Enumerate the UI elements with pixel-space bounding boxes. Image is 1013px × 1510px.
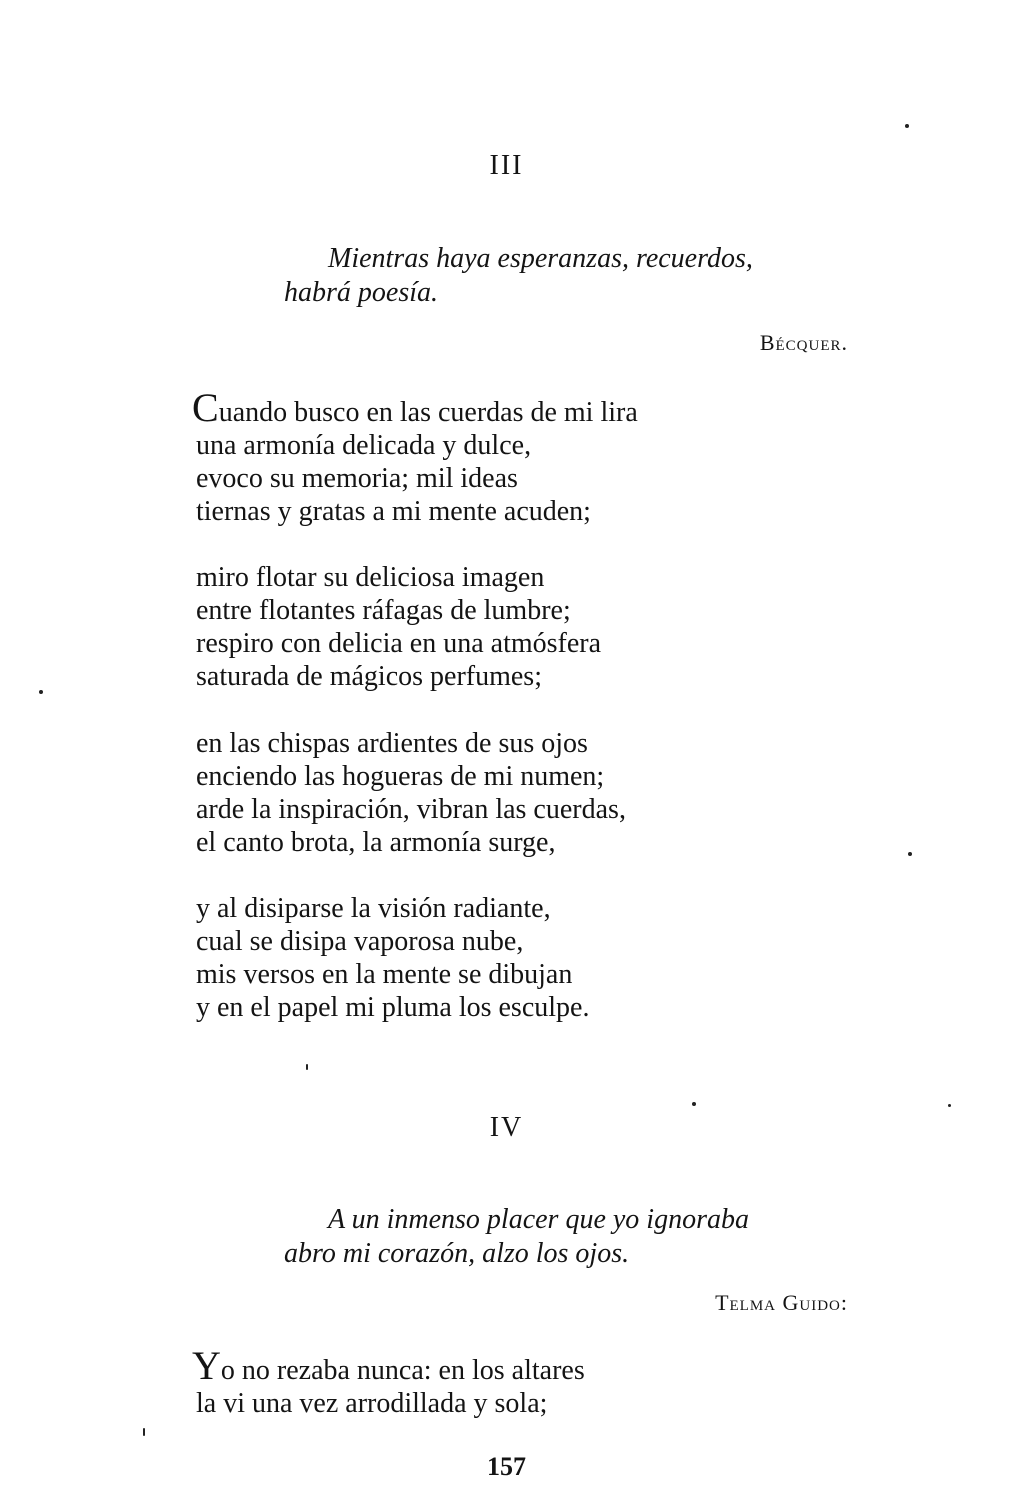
stanza-iv-1 bbox=[192, 1343, 585, 1420]
stanza-iii-2 bbox=[196, 561, 601, 693]
verse-line: una armonía delicada y dulce, bbox=[196, 430, 532, 461]
verse-line: mis versos en la mente se dibujan bbox=[196, 959, 573, 990]
section-title-iv: IV bbox=[489, 1112, 524, 1143]
page-number: 157 bbox=[487, 1452, 526, 1481]
scan-speck bbox=[39, 690, 43, 694]
verse-line: arde la inspiración, vibran las cuerdas, bbox=[196, 794, 626, 825]
verse-line-text: o no rezaba nunca: en los altares bbox=[220, 1355, 585, 1386]
verse-line bbox=[192, 385, 638, 430]
verse-line: respiro con delicia en una atmósfera bbox=[196, 628, 602, 659]
stanza-iii-4 bbox=[196, 892, 589, 1024]
scan-speck bbox=[908, 852, 912, 856]
verse-line: enciendo las hogueras de mi numen; bbox=[196, 761, 605, 792]
drop-cap: C bbox=[192, 385, 219, 430]
scan-speck bbox=[692, 1102, 696, 1106]
epigraph-iv-line-2: abro mi corazón, alzo los ojos. bbox=[284, 1238, 630, 1269]
scan-speck bbox=[905, 124, 909, 128]
section-title-iii: III bbox=[489, 150, 524, 181]
verse-line: tiernas y gratas a mi mente acuden; bbox=[196, 496, 591, 527]
epigraph-iv-line-1: A un inmenso placer que yo ignoraba bbox=[328, 1204, 749, 1235]
verse-line bbox=[192, 1343, 585, 1388]
stanza-iii-1 bbox=[192, 385, 638, 528]
attribution-iii: Bécquer. bbox=[759, 330, 848, 355]
stanza-iii-3 bbox=[196, 727, 626, 859]
drop-cap: Y bbox=[192, 1343, 221, 1388]
epigraph-iv bbox=[284, 1203, 749, 1271]
verse-line: miro flotar su deliciosa imagen bbox=[196, 562, 545, 593]
epigraph-iii-line-1: Mientras haya esperanzas, recuerdos, bbox=[328, 243, 753, 274]
attribution-iv: Telma Guido: bbox=[715, 1290, 848, 1315]
verse-line: cual se disipa vaporosa nube, bbox=[196, 926, 524, 957]
verse-line: el canto brota, la armonía surge, bbox=[196, 827, 556, 858]
scan-speck bbox=[306, 1064, 308, 1070]
verse-line: saturada de mágicos perfumes; bbox=[196, 661, 542, 692]
verse-line: evoco su memoria; mil ideas bbox=[196, 463, 518, 494]
scan-speck bbox=[948, 1104, 951, 1107]
verse-line-text: uando busco en las cuerdas de mi lira bbox=[218, 397, 638, 428]
epigraph-iii bbox=[284, 242, 753, 310]
verse-line: y en el papel mi pluma los esculpe. bbox=[196, 992, 590, 1023]
verse-line: en las chispas ardientes de sus ojos bbox=[196, 728, 588, 759]
verse-line: entre flotantes ráfagas de lumbre; bbox=[196, 595, 571, 626]
verse-line: y al disiparse la visión radiante, bbox=[196, 893, 551, 924]
verse-line: la vi una vez arrodillada y sola; bbox=[196, 1388, 548, 1419]
scan-speck bbox=[143, 1428, 145, 1436]
epigraph-iii-line-2: habrá poesía. bbox=[284, 277, 438, 308]
